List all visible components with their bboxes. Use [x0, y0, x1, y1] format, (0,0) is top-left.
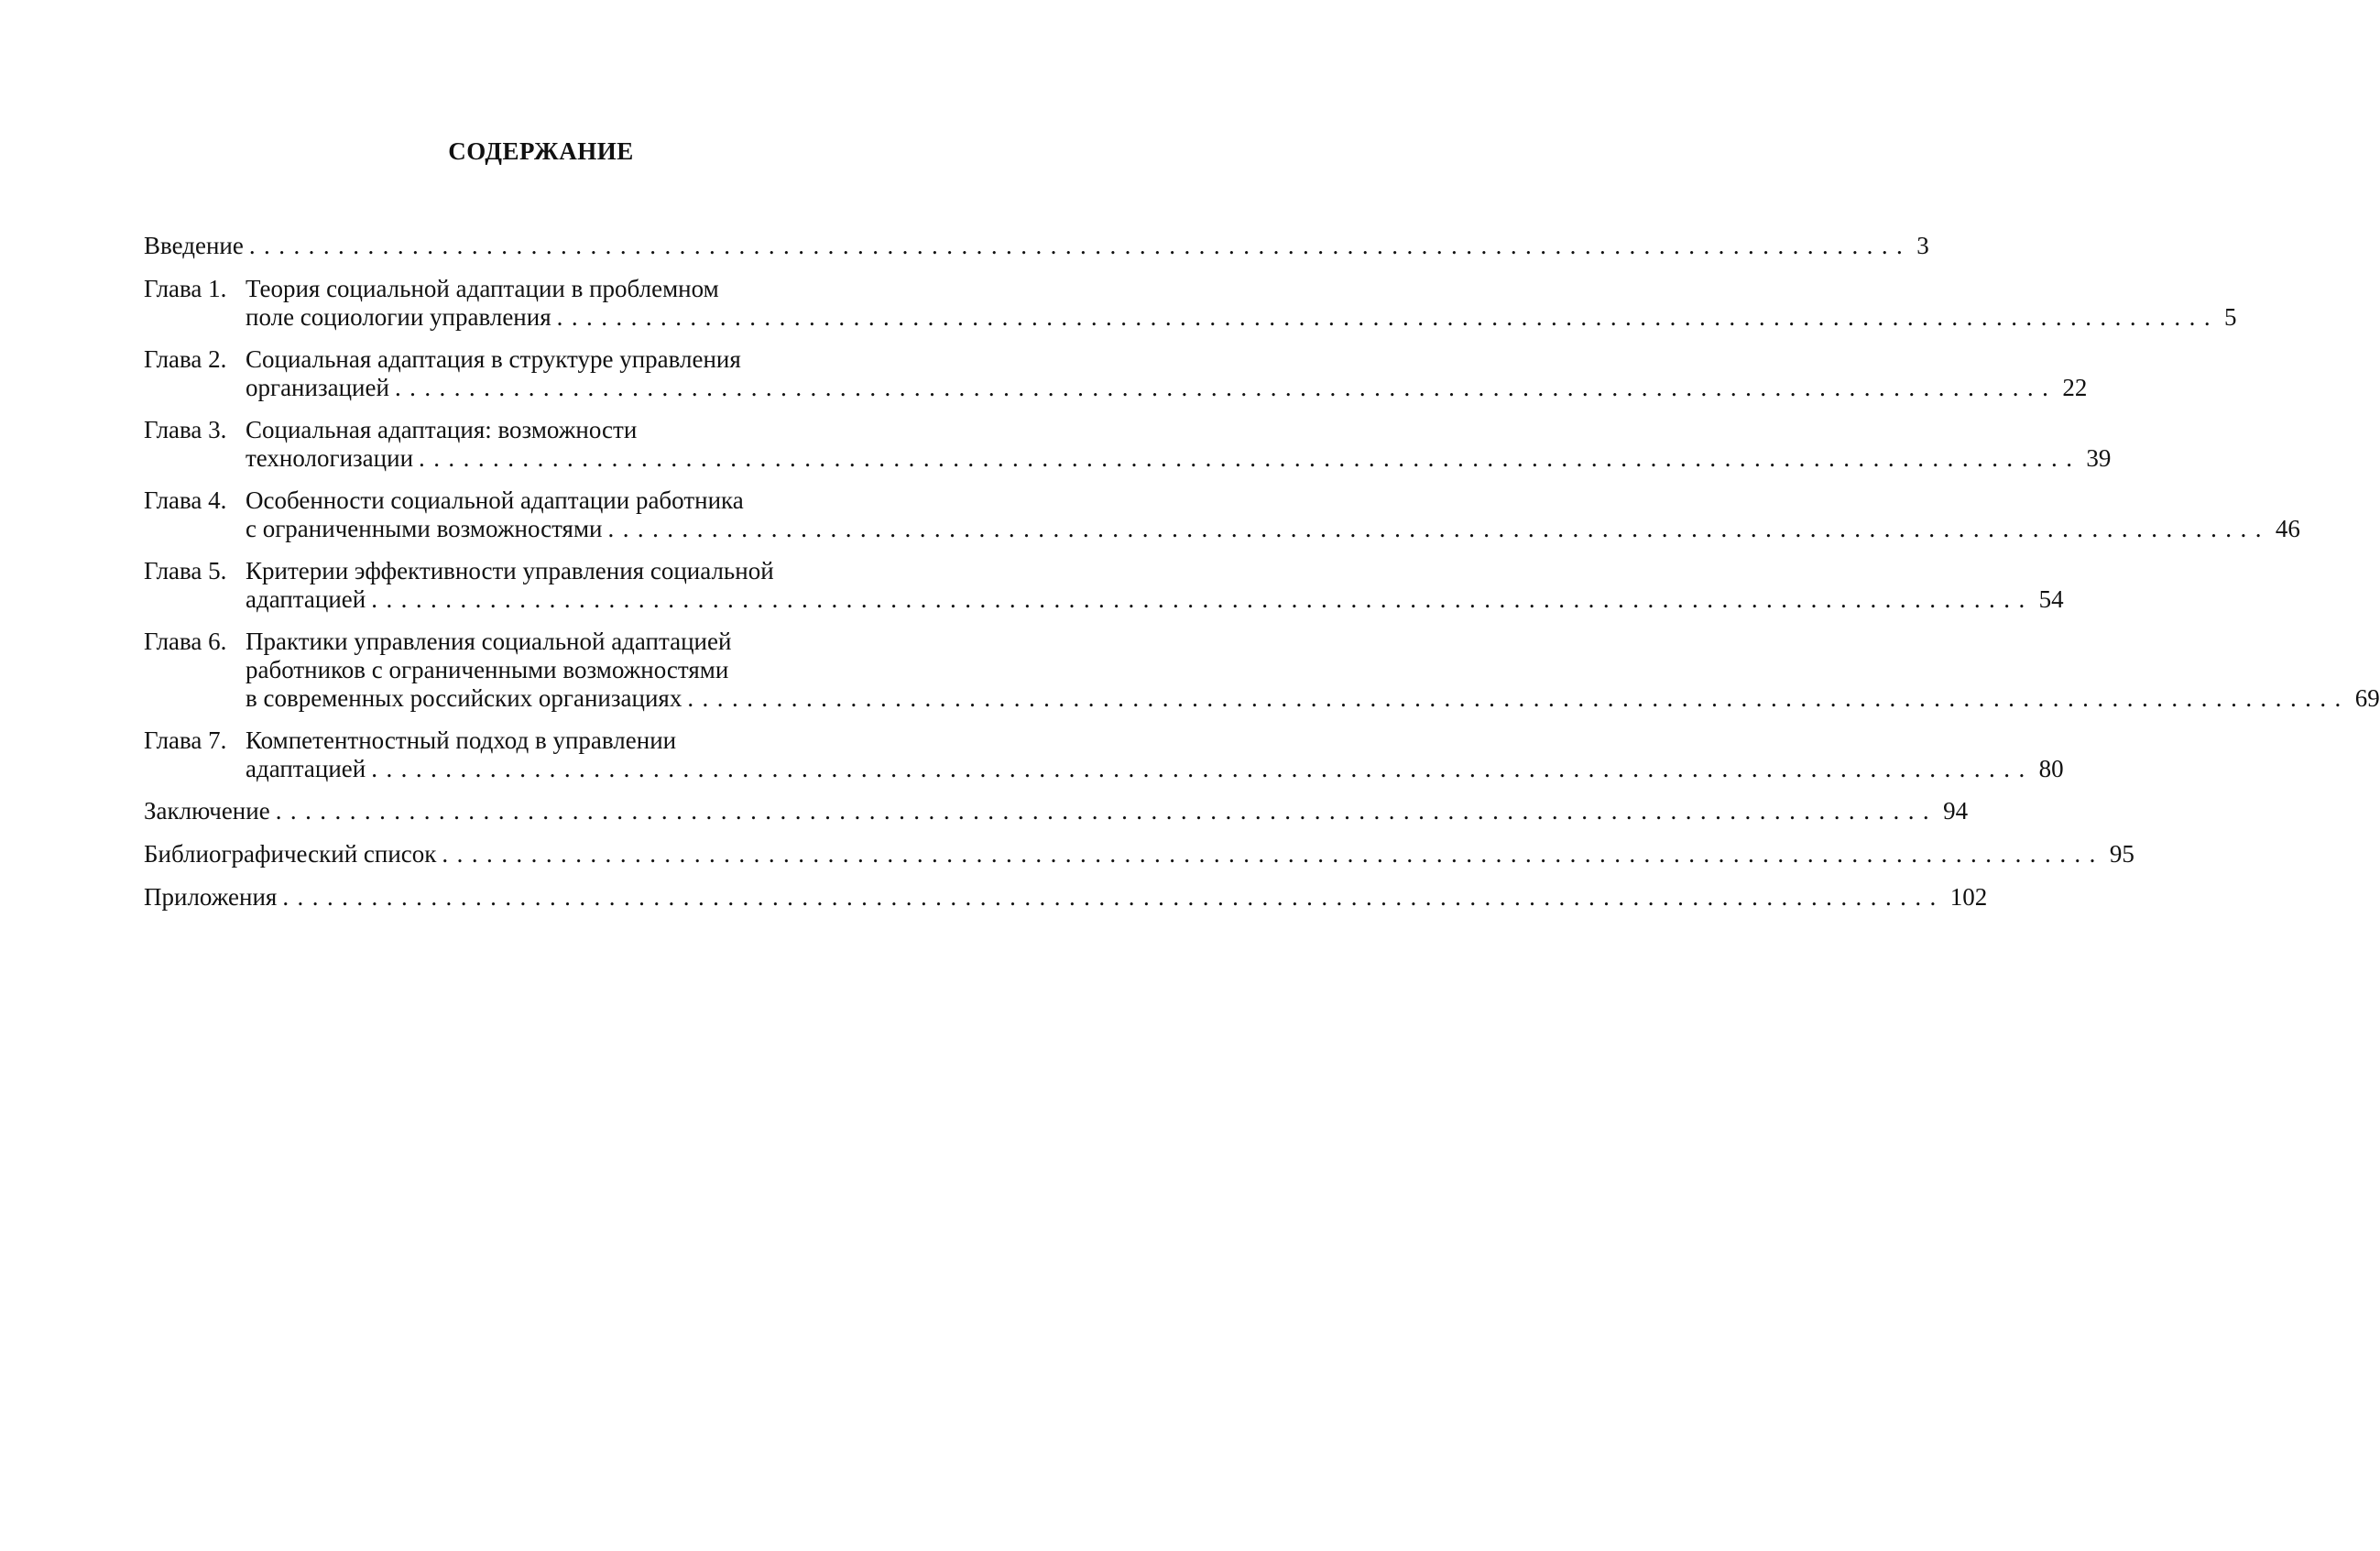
dot-leader: ................................................................................................................: [556, 303, 2220, 331]
dot-leader: ................................................................................................................: [607, 515, 2270, 542]
dot-leader: ................................................................................................................: [442, 840, 2104, 868]
chapter-title-line: Критерии эффективности управления социальной: [246, 557, 774, 584]
toc-page-number: 3: [1916, 232, 1929, 259]
chapter-title-line: адаптацией: [246, 755, 366, 782]
chapter-label: Глава 7.: [144, 726, 227, 754]
toc-entry-bibliography[interactable]: [144, 840, 2134, 868]
chapter-title-line: технологизации: [246, 444, 414, 472]
toc-page-number: 46: [2275, 515, 2300, 542]
toc-entry-conclusion[interactable]: [144, 797, 1969, 825]
toc-page-number: 39: [2086, 444, 2112, 472]
toc-entry-chapter-6[interactable]: [144, 628, 2380, 713]
toc-page-number: 22: [2062, 374, 2088, 401]
chapter-title-line: Практики управления социальной адаптацией: [246, 628, 732, 655]
chapter-label: Глава 3.: [144, 416, 227, 443]
chapter-title-line: с ограниченными возможностями: [246, 515, 603, 542]
toc-entry-chapter-3[interactable]: [144, 416, 2112, 473]
chapter-title-line: поле социологии управления: [246, 303, 551, 331]
toc-page-number: 5: [2224, 303, 2237, 331]
toc-entry-title: Введение: [144, 232, 244, 259]
toc-entry-introduction[interactable]: [144, 232, 1929, 260]
toc-entry-title: Библиографический список: [144, 840, 437, 868]
toc-entry-chapter-4[interactable]: [144, 486, 2300, 543]
toc-page-number: 102: [1949, 883, 1988, 911]
table-of-contents: [144, 232, 2380, 926]
chapter-title-line: Компетентностный подход в управлении: [246, 726, 677, 754]
toc-entry-title: Приложения: [144, 883, 278, 911]
chapter-title-line: организацией: [246, 374, 389, 401]
chapter-title-line: в современных российских организациях: [246, 684, 682, 712]
chapter-title-line: Социальная адаптация: возможности: [246, 416, 638, 443]
toc-entry-chapter-7[interactable]: [144, 726, 2064, 783]
dot-leader: ................................................................................................................: [371, 755, 2034, 782]
dot-leader: ................................................................................................................: [419, 444, 2081, 472]
dot-leader: ................................................................................................................: [275, 797, 1938, 825]
chapter-title-line: Особенности социальной адаптации работника: [246, 486, 744, 514]
chapter-title-line: адаптацией: [246, 585, 366, 613]
toc-page-number: 94: [1943, 797, 1969, 825]
toc-entry-chapter-2[interactable]: [144, 345, 2088, 402]
dot-leader: ................................................................................................................: [687, 684, 2350, 712]
toc-page-number: 95: [2109, 840, 2134, 868]
dot-leader: ................................................................................................................: [282, 883, 1945, 911]
chapter-label: Глава 2.: [144, 345, 227, 373]
dot-leader: ................................................................................................................: [394, 374, 2058, 401]
toc-page-number: 54: [2038, 585, 2064, 613]
chapter-label: Глава 4.: [144, 486, 227, 514]
toc-entry-appendices[interactable]: [144, 883, 1988, 912]
toc-entry-chapter-5[interactable]: [144, 557, 2064, 614]
chapter-title-line: Теория социальной адаптации в проблемном: [246, 275, 719, 302]
dot-leader: ................................................................................................................: [248, 232, 1912, 259]
chapter-label: Глава 5.: [144, 557, 227, 584]
toc-page-number: 80: [2038, 755, 2064, 782]
toc-title: СОДЕРЖАНИЕ: [448, 137, 634, 165]
chapter-label: Глава 1.: [144, 275, 227, 302]
toc-entry-title: Заключение: [144, 797, 270, 825]
chapter-label: Глава 6.: [144, 628, 227, 655]
chapter-title-line: работников с ограниченными возможностями: [246, 656, 729, 683]
chapter-title-line: Социальная адаптация в структуре управления: [246, 345, 741, 373]
toc-entry-chapter-1[interactable]: [144, 275, 2237, 332]
toc-page-number: 69: [2354, 684, 2380, 712]
dot-leader: ................................................................................................................: [371, 585, 2034, 613]
